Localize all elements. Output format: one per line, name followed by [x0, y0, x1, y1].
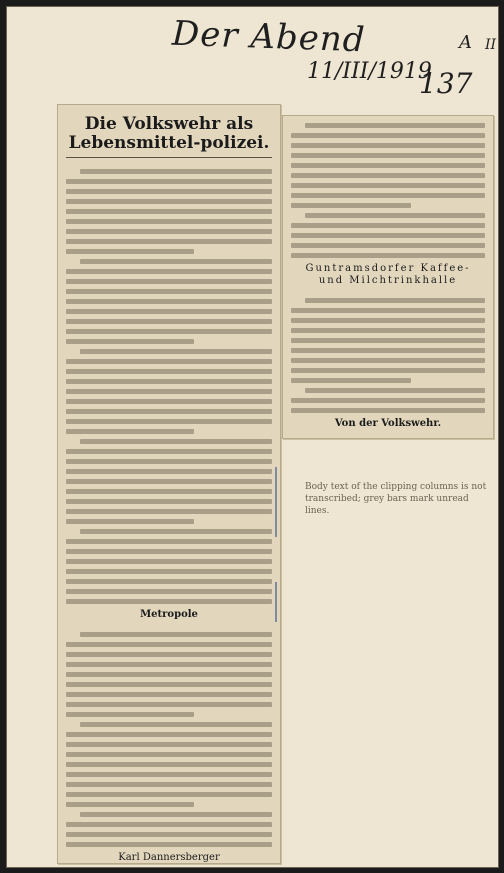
text-line-placeholder	[291, 163, 485, 168]
text-line-placeholder	[66, 449, 272, 454]
text-line-placeholder	[291, 368, 485, 373]
text-line-placeholder	[66, 782, 272, 787]
text-line-placeholder	[66, 309, 272, 314]
handwritten-mark: II	[485, 37, 497, 53]
text-line-placeholder	[66, 419, 272, 424]
fragment-metropole: Metropole	[140, 609, 198, 620]
text-line-placeholder	[66, 239, 272, 244]
text-line-placeholder	[305, 123, 485, 128]
text-line-placeholder	[291, 203, 411, 208]
text-line-placeholder	[80, 259, 272, 264]
clipping-left	[57, 104, 281, 864]
text-line-placeholder	[66, 229, 272, 234]
text-line-placeholder	[66, 329, 272, 334]
text-line-placeholder	[66, 559, 272, 564]
transcription-notice: Body text of the clipping columns is not transcribed; grey bars mark unread lines.	[305, 482, 487, 516]
pencil-mark	[275, 467, 277, 537]
text-line-placeholder	[66, 662, 272, 667]
text-line-placeholder	[80, 529, 272, 534]
text-line-placeholder	[80, 812, 272, 817]
text-line-placeholder	[305, 388, 485, 393]
text-line-placeholder	[66, 469, 272, 474]
text-line-placeholder	[291, 308, 485, 313]
clipping-right	[282, 115, 494, 439]
article-body-lines-1	[58, 162, 280, 604]
text-line-placeholder	[66, 319, 272, 324]
text-line-placeholder	[66, 842, 272, 847]
text-line-placeholder	[66, 539, 272, 544]
text-line-placeholder	[291, 408, 485, 413]
text-line-placeholder	[66, 369, 272, 374]
text-line-placeholder	[291, 318, 485, 323]
text-line-placeholder	[66, 802, 194, 807]
text-line-placeholder	[291, 253, 485, 258]
text-line-placeholder	[66, 682, 272, 687]
text-line-placeholder	[80, 169, 272, 174]
handwritten-title: Der Abend	[171, 13, 367, 61]
text-line-placeholder	[291, 183, 485, 188]
right-body-lines-1	[283, 116, 493, 258]
text-line-placeholder	[291, 143, 485, 148]
text-line-placeholder	[66, 692, 272, 697]
text-line-placeholder	[66, 299, 272, 304]
text-line-placeholder	[66, 732, 272, 737]
text-line-placeholder	[66, 219, 272, 224]
text-line-placeholder	[66, 599, 272, 604]
text-line-placeholder	[291, 328, 485, 333]
headline-rule	[66, 157, 272, 158]
pencil-mark	[275, 582, 277, 622]
text-line-placeholder	[66, 179, 272, 184]
text-line-placeholder	[66, 279, 272, 284]
text-line-placeholder	[66, 209, 272, 214]
text-line-placeholder	[66, 479, 272, 484]
text-line-placeholder	[66, 489, 272, 494]
text-line-placeholder	[291, 358, 485, 363]
text-line-placeholder	[291, 338, 485, 343]
text-line-placeholder	[66, 589, 272, 594]
text-line-placeholder	[66, 339, 194, 344]
text-line-placeholder	[66, 792, 272, 797]
text-line-placeholder	[305, 298, 485, 303]
text-line-placeholder	[291, 193, 485, 198]
text-line-placeholder	[66, 459, 272, 464]
text-line-placeholder	[80, 632, 272, 637]
fragment-guntramsdorf: Guntramsdorfer Kaffee- und Milchtrinkhalle	[305, 263, 471, 286]
fragment-volkswehr: Von der Volkswehr.	[334, 418, 442, 429]
text-line-placeholder	[305, 213, 485, 218]
text-line-placeholder	[66, 249, 194, 254]
text-line-placeholder	[66, 499, 272, 504]
text-line-placeholder	[66, 269, 272, 274]
text-line-placeholder	[291, 398, 485, 403]
right-body-lines-3	[283, 434, 493, 439]
text-line-placeholder	[66, 742, 272, 747]
text-line-placeholder	[66, 579, 272, 584]
text-line-placeholder	[66, 822, 272, 827]
text-line-placeholder	[66, 289, 272, 294]
right-body-lines-2	[283, 291, 493, 413]
text-line-placeholder	[291, 348, 485, 353]
text-line-placeholder	[291, 223, 485, 228]
text-line-placeholder	[66, 399, 272, 404]
handwritten-letter: A	[459, 32, 472, 53]
text-line-placeholder	[66, 752, 272, 757]
text-line-placeholder	[66, 712, 194, 717]
article-headline: Die Volkswehr als Lebensmittel-polizei.	[68, 114, 270, 153]
text-line-placeholder	[66, 672, 272, 677]
text-line-placeholder	[291, 378, 411, 383]
text-line-placeholder	[291, 233, 485, 238]
text-line-placeholder	[291, 133, 485, 138]
text-line-placeholder	[66, 702, 272, 707]
text-line-placeholder	[66, 429, 194, 434]
text-line-placeholder	[291, 153, 485, 158]
text-line-placeholder	[80, 439, 272, 444]
text-line-placeholder	[66, 832, 272, 837]
archive-sheet	[6, 6, 499, 868]
text-line-placeholder	[66, 509, 272, 514]
text-line-placeholder	[66, 189, 272, 194]
text-line-placeholder	[66, 389, 272, 394]
text-line-placeholder	[66, 199, 272, 204]
handwritten-number: 137	[419, 67, 473, 100]
text-line-placeholder	[291, 173, 485, 178]
text-line-placeholder	[291, 243, 485, 248]
text-line-placeholder	[66, 519, 194, 524]
text-line-placeholder	[80, 722, 272, 727]
text-line-placeholder	[66, 652, 272, 657]
text-line-placeholder	[66, 772, 272, 777]
handwritten-date: 11/III/1919	[307, 59, 432, 84]
text-line-placeholder	[66, 762, 272, 767]
fragment-name: Karl Dannersberger	[118, 852, 220, 863]
text-line-placeholder	[66, 379, 272, 384]
text-line-placeholder	[66, 569, 272, 574]
article-body-lines-2	[58, 625, 280, 847]
text-line-placeholder	[66, 409, 272, 414]
text-line-placeholder	[66, 549, 272, 554]
text-line-placeholder	[80, 349, 272, 354]
text-line-placeholder	[66, 359, 272, 364]
text-line-placeholder	[66, 642, 272, 647]
